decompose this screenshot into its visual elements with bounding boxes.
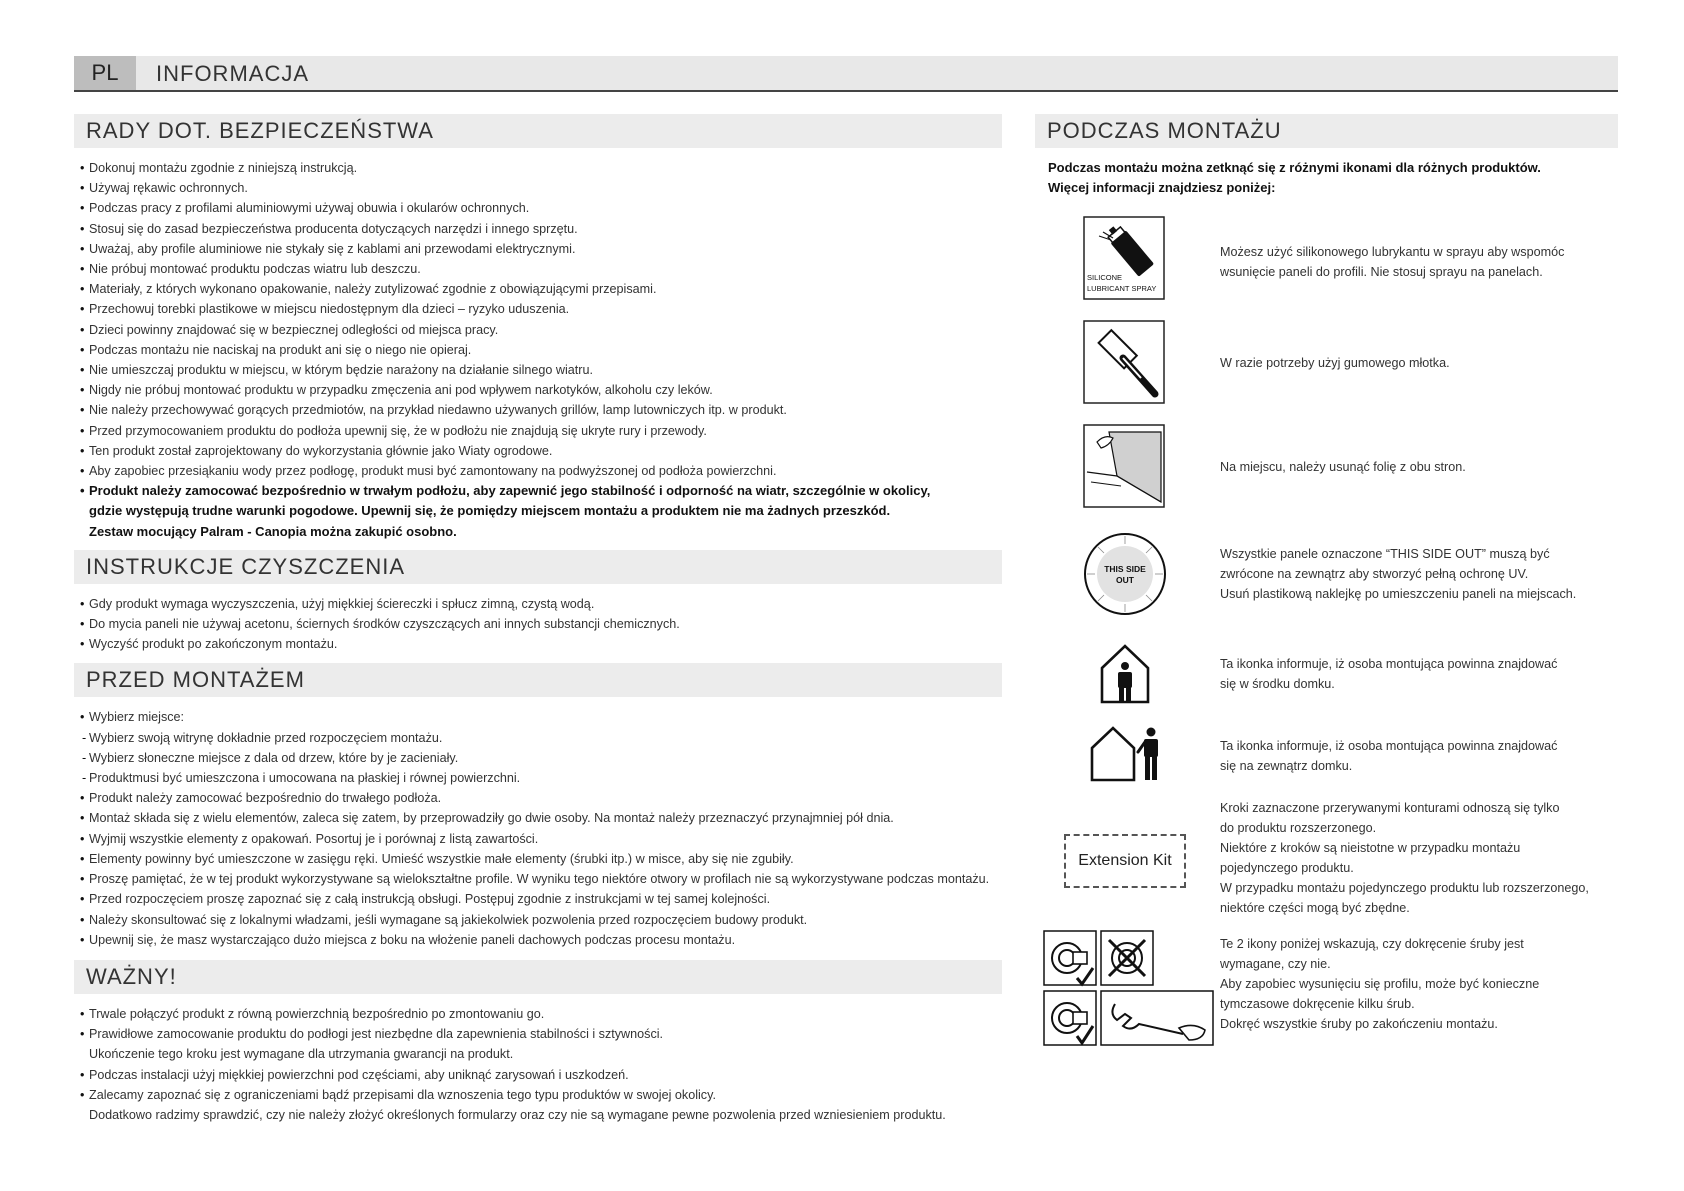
text-line: pojedynczego produktu. (1220, 861, 1354, 875)
list-item: • Montaż składa się z wielu elementów, zaleca się zatem, by przeprowadziły go dwie osoby. Na montaż należy przeznaczyć przynajmniej pół dnia. (80, 808, 1002, 828)
list-item: • Wyjmij wszystkie elementy z opakowań. Posortuj je i porównaj z listą zawartości. (80, 829, 1002, 849)
list-item: • Podczas instalacji użyj miękkiej powierzchni pod częściami, aby uniknąć zarysowań i uszkodzeń. (80, 1065, 1002, 1085)
text-line: W przypadku montażu pojedynczego produktu lub rozszerzonego, (1220, 881, 1589, 895)
list-item: • Aby zapobiec przesiąkaniu wody przez podłogę, produkt musi być zamontowany na podwyższonej od podłoża powierzchni. (80, 461, 1002, 481)
cleaning-list (74, 594, 1002, 655)
right-column (1035, 114, 1618, 1064)
list-item: • Do mycia paneli nie używaj acetonu, ściernych środków czyszczących ani innych substancji chemicznych. (80, 614, 1002, 634)
list-item-cont: Ukończenie tego kroku jest wymagane dla utrzymania gwarancji na produkt. (89, 1047, 514, 1062)
this-side-out-icon (1083, 532, 1165, 614)
list-item: • Upewnij się, że masz wystarczająco dużo miejsca z boku na włożenie paneli dachowych podczas procesu montażu. (80, 930, 1002, 950)
list-item: • Gdy produkt wymaga wyczyszczenia, użyj miękkiej ściereczki i spłucz zimną, czystą wodą. (80, 594, 1002, 614)
list-item-bold-cont: gdzie występują trudne warunki pogodowe. Upewnij się, że pomiędzy miejscem montażu a produktem nie ma żadnych przeszkód. (89, 503, 891, 519)
list-item: • Proszę pamiętać, że w tej produkt wykorzystywane są wielokształtne profile. W wyniku tego niektóre otwory w profilach nie są wykorzystywane podczas montażu. (80, 869, 1002, 889)
before-list (74, 707, 1002, 949)
list-item: • Używaj rękawic ochronnych. (80, 178, 1002, 198)
text-line: niektóre części mogą być zbędne. (1220, 901, 1410, 915)
text-line: się w środku domku. (1220, 677, 1335, 691)
list-item-bold-cont: Zestaw mocujący Palram - Canopia można zakupić osobno. (89, 523, 457, 539)
person-inside-house-icon (1099, 642, 1181, 724)
page-title: INFORMACJA (156, 61, 309, 86)
spray-label-1: SILICONE (1087, 273, 1123, 282)
before-heading: PRZED MONTAŻEM (74, 663, 1002, 697)
list-item: • Prawidłowe zamocowanie produktu do podłogi jest niezbędne dla zapewnienia stabilności i sztywności. (80, 1024, 1002, 1044)
language-code: PL (74, 56, 136, 90)
text-line: do produktu rozszerzonego. (1220, 821, 1377, 835)
mallet-icon (1083, 320, 1165, 402)
film-peel-icon (1083, 424, 1165, 506)
list-item: • Nie należy przechowywać gorących przedmiotów, na przykład niedawno używanych grillów, lamp lutowniczych itp. w produkt. (80, 400, 1002, 420)
mallet-description (1220, 353, 1618, 373)
list-item-bold: • Produkt należy zamocować bezpośrednio w trwałym podłożu, aby zapewnić jego stabilność i odporność na wiatr, szczególnie w okolicy, (80, 481, 1002, 501)
important-heading: WAŻNY! (74, 960, 1002, 994)
text-line: się na zewnątrz domku. (1220, 759, 1353, 773)
list-item: • Należy skonsultować się z lokalnymi władzami, jeśli wymagane są jakiekolwiek pozwolenia przed rozpoczęciem budowy produkt. (80, 910, 1002, 930)
list-item: • Nigdy nie próbuj montować produktu w przypadku zmęczenia ani pod wpływem narkotyków, alkoholu czy leków. (80, 380, 1002, 400)
list-item: • Ten produkt został zaprojektowany do wykorzystania głównie jako Wiaty ogrodowe. (80, 441, 1002, 461)
text-line: Wszystkie panele oznaczone “THIS SIDE OUT” muszą być (1220, 547, 1550, 561)
list-item: • Stosuj się do zasad bezpieczeństwa producenta dotyczących narzędzi i innego sprzętu. (80, 219, 1002, 239)
list-item: • Trwale połączyć produkt z równą powierzchnią bezpośrednio po zmontowaniu go. (80, 1004, 1002, 1024)
sideout-description (1220, 544, 1618, 604)
wrench-icon (1101, 991, 1213, 1045)
text-line: Na miejscu, należy usunąć folię z obu stron. (1220, 460, 1466, 474)
important-list (74, 1004, 1002, 1125)
person-outside-house-icon (1089, 724, 1171, 806)
extension-kit-badge: Extension Kit (1064, 834, 1186, 888)
list-item-cont: Dodatkowo radzimy sprawdzić, czy nie należy złożyć określonych formularzy oraz czy nie są wymagane pewne pozwolenia przed wzniesieniem produktu. (89, 1107, 946, 1122)
text-line: Niektóre z kroków są nieistotne w przypadku montażu (1220, 841, 1521, 855)
sideout-label-2: OUT (1116, 575, 1134, 585)
screw-not-required-icon (1101, 931, 1153, 985)
list-item: • Materiały, z których wykonano opakowanie, należy zutylizować zgodnie z obowiązującymi przepisami. (80, 279, 1002, 299)
text-line: Ta ikonka informuje, iż osoba montująca powinna znajdować (1220, 739, 1558, 753)
screw-tightened-icon (1044, 991, 1096, 1045)
during-heading: PODCZAS MONTAŻU (1035, 114, 1618, 148)
cleaning-heading: INSTRUKCJE CZYSZCZENIA (74, 550, 1002, 584)
list-item: • Przed rozpoczęciem proszę zapoznać się z całą instrukcją obsługi. Postępuj zgodnie z instrukcjami w tej samej kolejności. (80, 889, 1002, 909)
extension-description (1220, 798, 1618, 918)
text-line: zwrócone na zewnątrz aby stworzyć pełną ochronę UV. (1220, 567, 1529, 581)
text-line: Ta ikonka informuje, iż osoba montująca powinna znajdować (1220, 657, 1558, 671)
spray-description (1220, 242, 1618, 282)
sideout-label-1: THIS SIDE (1104, 564, 1146, 574)
text-line: Kroki zaznaczone przerywanymi konturami odnoszą się tylko (1220, 801, 1560, 815)
list-item: • Produkt należy zamocować bezpośrednio do trwałego podłoża. (80, 788, 1002, 808)
list-item: • Wyczyść produkt po zakończonym montażu. (80, 634, 1002, 654)
list-item: • Podczas pracy z profilami aluminiowymi używaj obuwia i okularów ochronnych. (80, 198, 1002, 218)
text-line: wsunięcie paneli do profili. Nie stosuj sprayu na panelach. (1220, 265, 1543, 279)
list-subitem: - Wybierz swoją witrynę dokładnie przed rozpoczęciem montażu. (80, 728, 1002, 748)
list-subitem: - Wybierz słoneczne miejsce z dala od drzew, które by je zacieniały. (80, 748, 1002, 768)
screw-icons-group (1043, 930, 1215, 1046)
safety-list (74, 158, 1002, 542)
spray-label-2: LUBRICANT SPRAY (1087, 284, 1157, 293)
text-line: Aby zapobiec wysunięciu się profilu, może być konieczne (1220, 977, 1540, 991)
screws-description (1220, 934, 1618, 1034)
intro-line: Więcej informacji znajdziesz poniżej: (1048, 180, 1276, 195)
header-bar (74, 56, 1618, 92)
list-item: • Wybierz miejsce: (80, 707, 1002, 727)
list-subitem: - Produktmusi być umieszczona i umocowana na płaskiej i równej powierzchni. (80, 768, 1002, 788)
list-item: • Uważaj, aby profile aluminiowe nie stykały się z kablami ani przewodami elektrycznymi. (80, 239, 1002, 259)
screw-loose-icon (1044, 931, 1096, 985)
text-line: W razie potrzeby użyj gumowego młotka. (1220, 356, 1450, 370)
list-item: • Elementy powinny być umieszczone w zasięgu ręki. Umieść wszystkie małe elementy (śrubki itp.) w misce, aby się nie zgubiły. (80, 849, 1002, 869)
text-line: wymagane, czy nie. (1220, 957, 1331, 971)
list-item: • Przed przymocowaniem produktu do podłoża upewnij się, że w podłożu nie znajdują się ukryte rury i przewody. (80, 421, 1002, 441)
list-item: • Podczas montażu nie naciskaj na produkt ani się o niego nie opieraj. (80, 340, 1002, 360)
left-column (74, 114, 1002, 1125)
list-item: • Dokonuj montażu zgodnie z niniejszą instrukcją. (80, 158, 1002, 178)
spray-icon (1083, 216, 1165, 298)
text-line: Te 2 ikony poniżej wskazują, czy dokręcenie śruby jest (1220, 937, 1524, 951)
during-intro (1035, 158, 1618, 198)
safety-heading: RADY DOT. BEZPIECZEŃSTWA (74, 114, 1002, 148)
list-item: • Przechowuj torebki plastikowe w miejscu niedostępnym dla dzieci – ryzyko uduszenia. (80, 299, 1002, 319)
list-item: • Zalecamy zapoznać się z ograniczeniami bądź przepisami dla wznoszenia tego typu produktów w swojej okolicy. (80, 1085, 1002, 1105)
list-item: • Nie umieszczaj produktu w miejscu, w którym będzie narażony na działanie silnego wiatru. (80, 360, 1002, 380)
intro-line: Podczas montażu można zetknąć się z różnymi ikonami dla różnych produktów. (1048, 160, 1541, 175)
list-item: • Dzieci powinny znajdować się w bezpiecznej odległości od miejsca pracy. (80, 320, 1002, 340)
text-line: Usuń plastikową naklejkę po umieszczeniu paneli na miejscach. (1220, 587, 1577, 601)
text-line: tymczasowe dokręcenie kilku śrub. (1220, 997, 1415, 1011)
text-line: Dokręć wszystkie śruby po zakończeniu montażu. (1220, 1017, 1498, 1031)
film-description (1220, 457, 1618, 477)
text-line: Możesz użyć silikonowego lubrykantu w sprayu aby wspomóc (1220, 245, 1565, 259)
outside-description (1220, 736, 1618, 776)
inside-description (1220, 654, 1618, 694)
list-item: • Nie próbuj montować produktu podczas wiatru lub deszczu. (80, 259, 1002, 279)
